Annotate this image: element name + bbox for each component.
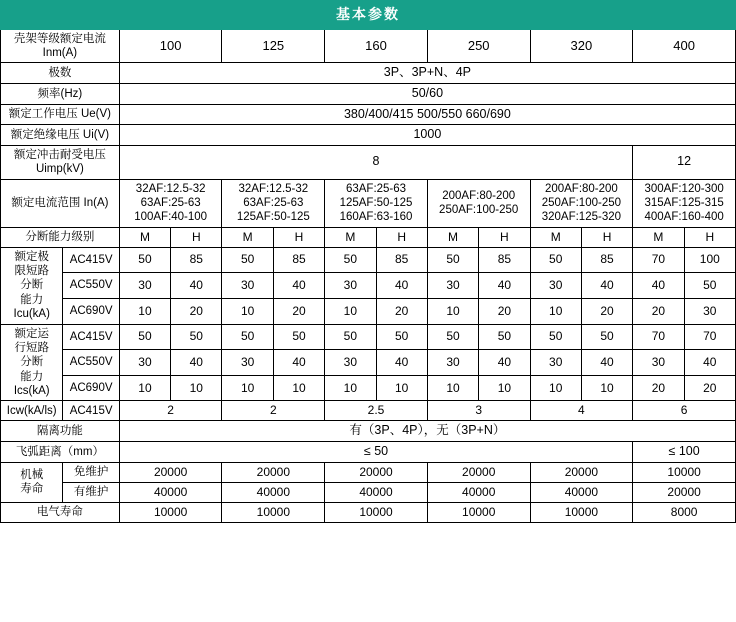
icu-value: 40 — [633, 273, 684, 299]
isolation-value: 有（3P、4P），无（3P+N） — [119, 421, 735, 442]
grade-cell: H — [479, 227, 530, 247]
icu-value: 50 — [684, 273, 735, 299]
ics-value: 10 — [273, 375, 324, 401]
ics-value: 40 — [171, 350, 222, 376]
ics-value: 10 — [376, 375, 427, 401]
range-line: 100AF:40-100 — [134, 211, 208, 224]
icu-value: 30 — [325, 273, 376, 299]
frame-current-value: 400 — [633, 29, 736, 63]
ics-label: 额定运 行短路 分断 能力 Ics(kA) — [1, 324, 63, 401]
range-line: 32AF:12.5-32 — [238, 182, 309, 195]
ics-value: 40 — [479, 350, 530, 376]
range-line: 160AF:63-160 — [339, 211, 413, 224]
mech-maint-value: 40000 — [530, 482, 633, 502]
row-ics-690 — [1, 375, 736, 401]
icu-value: 40 — [171, 273, 222, 299]
ics-value: 40 — [684, 350, 735, 376]
icu-value: 100 — [684, 247, 735, 273]
row-icw — [1, 401, 736, 421]
ics-value: 50 — [222, 324, 273, 350]
row-insulation-voltage — [1, 125, 736, 146]
icu-value: 40 — [376, 273, 427, 299]
grade-cell: M — [427, 227, 478, 247]
icu-voltage: AC690V — [63, 298, 119, 324]
impulse-voltage-value-left: 8 — [119, 145, 632, 179]
icu-value: 20 — [273, 298, 324, 324]
mech-maint-value: 20000 — [633, 482, 736, 502]
arc-distance-value-left: ≤ 50 — [119, 442, 632, 463]
ics-value: 30 — [325, 350, 376, 376]
icw-voltage: AC415V — [63, 401, 119, 421]
impulse-voltage-value-right: 12 — [633, 145, 736, 179]
icw-value: 2.5 — [325, 401, 428, 421]
table-title-row — [1, 1, 736, 30]
icw-label: Icw(kA/ls) — [1, 401, 63, 421]
row-frequency — [1, 83, 736, 104]
current-range-label: 额定电流范围 In(A) — [1, 179, 120, 227]
icu-value: 70 — [633, 247, 684, 273]
grade-cell: M — [325, 227, 376, 247]
row-impulse-voltage — [1, 145, 736, 179]
impulse-voltage-label: 额定冲击耐受电压 Uimp(kV) — [1, 145, 120, 179]
range-line: 400AF:160-400 — [644, 211, 724, 224]
row-isolation — [1, 421, 736, 442]
row-rated-voltage — [1, 104, 736, 125]
icu-value: 10 — [530, 298, 581, 324]
poles-label: 极数 — [1, 63, 120, 84]
breaking-grade-label: 分断能力级别 — [1, 227, 120, 247]
arc-distance-label: 飞弧距离（mm） — [1, 442, 120, 463]
current-range-cell — [530, 179, 633, 227]
row-ics-415 — [1, 324, 736, 350]
ics-value: 30 — [633, 350, 684, 376]
grade-cell: M — [119, 227, 170, 247]
ics-value: 10 — [325, 375, 376, 401]
icu-label: 额定极 限短路 分断 能力 Icu(kA) — [1, 247, 63, 324]
range-line: 125AF:50-125 — [236, 211, 310, 224]
row-mech-life-maint — [1, 482, 736, 502]
range-line: 300AF:120-300 — [644, 182, 724, 195]
icu-value: 85 — [171, 247, 222, 273]
ics-value: 30 — [427, 350, 478, 376]
current-range-cell — [325, 179, 428, 227]
ics-value: 10 — [581, 375, 632, 401]
ics-value: 50 — [581, 324, 632, 350]
mech-free-value: 20000 — [119, 462, 222, 482]
icw-value: 6 — [633, 401, 736, 421]
frame-current-value: 250 — [427, 29, 530, 63]
icu-value: 30 — [684, 298, 735, 324]
elec-life-value: 10000 — [530, 502, 633, 522]
mech-free-value: 10000 — [633, 462, 736, 482]
row-frame-current — [1, 29, 736, 63]
icu-value: 85 — [376, 247, 427, 273]
ics-value: 70 — [633, 324, 684, 350]
ics-value: 10 — [427, 375, 478, 401]
range-line: 63AF:25-63 — [140, 196, 201, 209]
range-line: 63AF:25-63 — [243, 196, 304, 209]
insulation-voltage-value: 1000 — [119, 125, 735, 146]
ics-value: 50 — [273, 324, 324, 350]
row-breaking-grade — [1, 227, 736, 247]
icu-value: 30 — [119, 273, 170, 299]
ics-value: 20 — [684, 375, 735, 401]
mech-free-value: 20000 — [427, 462, 530, 482]
isolation-label: 隔离功能 — [1, 421, 120, 442]
row-mech-life-free — [1, 462, 736, 482]
frame-current-value: 160 — [325, 29, 428, 63]
poles-value: 3P、3P+N、4P — [119, 63, 735, 84]
icw-value: 2 — [119, 401, 222, 421]
icu-value: 85 — [581, 247, 632, 273]
ics-voltage: AC415V — [63, 324, 119, 350]
ics-voltage: AC690V — [63, 375, 119, 401]
grade-cell: M — [633, 227, 684, 247]
icu-value: 10 — [222, 298, 273, 324]
insulation-voltage-label: 额定绝缘电压 Ui(V) — [1, 125, 120, 146]
range-line: 315AF:125-315 — [644, 196, 724, 209]
current-range-cell — [222, 179, 325, 227]
elec-life-value: 8000 — [633, 502, 736, 522]
mech-free-value: 20000 — [222, 462, 325, 482]
elec-life-value: 10000 — [119, 502, 222, 522]
mech-free-value: 20000 — [325, 462, 428, 482]
ics-value: 30 — [222, 350, 273, 376]
electrical-life-label: 电气寿命 — [1, 502, 120, 522]
row-ics-550 — [1, 350, 736, 376]
ics-value: 40 — [581, 350, 632, 376]
ics-value: 50 — [427, 324, 478, 350]
ics-value: 10 — [530, 375, 581, 401]
mech-maint-value: 40000 — [427, 482, 530, 502]
frame-current-label: 壳架等级额定电流 Inm(A) — [1, 29, 120, 63]
ics-value: 10 — [171, 375, 222, 401]
elec-life-value: 10000 — [427, 502, 530, 522]
icw-value: 4 — [530, 401, 633, 421]
ics-value: 10 — [222, 375, 273, 401]
grade-cell: H — [684, 227, 735, 247]
ics-value: 70 — [684, 324, 735, 350]
icu-voltage: AC550V — [63, 273, 119, 299]
icu-value: 10 — [325, 298, 376, 324]
icu-value: 20 — [171, 298, 222, 324]
current-range-cell — [633, 179, 736, 227]
frequency-value: 50/60 — [119, 83, 735, 104]
grade-cell: H — [376, 227, 427, 247]
ics-value: 50 — [530, 324, 581, 350]
frame-current-value: 320 — [530, 29, 633, 63]
current-range-cell — [427, 179, 530, 227]
icu-value: 20 — [479, 298, 530, 324]
elec-life-value: 10000 — [325, 502, 428, 522]
icu-value: 30 — [222, 273, 273, 299]
icu-voltage: AC415V — [63, 247, 119, 273]
row-poles — [1, 63, 736, 84]
page-title: 基本参数 — [1, 1, 736, 30]
range-line: 250AF:100-250 — [439, 204, 519, 217]
ics-voltage: AC550V — [63, 350, 119, 376]
mech-maint-value: 40000 — [325, 482, 428, 502]
frame-current-value: 125 — [222, 29, 325, 63]
mech-maint-value: 40000 — [119, 482, 222, 502]
current-range-cell — [119, 179, 222, 227]
row-electrical-life — [1, 502, 736, 522]
ics-value: 50 — [171, 324, 222, 350]
ics-value: 50 — [325, 324, 376, 350]
icu-value: 10 — [427, 298, 478, 324]
rated-voltage-label: 额定工作电压 Ue(V) — [1, 104, 120, 125]
frequency-label: 频率(Hz) — [1, 83, 120, 104]
icw-value: 2 — [222, 401, 325, 421]
frame-current-value: 100 — [119, 29, 222, 63]
icu-value: 20 — [376, 298, 427, 324]
grade-cell: H — [273, 227, 324, 247]
range-line: 250AF:100-250 — [541, 196, 622, 209]
icu-value: 30 — [427, 273, 478, 299]
icu-value: 50 — [325, 247, 376, 273]
grade-cell: H — [171, 227, 222, 247]
icw-value: 3 — [427, 401, 530, 421]
icu-value: 50 — [222, 247, 273, 273]
icu-value: 85 — [479, 247, 530, 273]
icu-value: 50 — [530, 247, 581, 273]
ics-value: 50 — [119, 324, 170, 350]
ics-value: 30 — [119, 350, 170, 376]
icu-value: 85 — [273, 247, 324, 273]
row-icu-415 — [1, 247, 736, 273]
grade-cell: H — [581, 227, 632, 247]
mechanical-life-label: 机械 寿命 — [1, 462, 63, 502]
ics-value: 10 — [119, 375, 170, 401]
mech-free-value: 20000 — [530, 462, 633, 482]
rated-voltage-value: 380/400/415 500/550 660/690 — [119, 104, 735, 125]
ics-value: 40 — [273, 350, 324, 376]
range-line: 320AF:125-320 — [541, 211, 622, 224]
grade-cell: M — [222, 227, 273, 247]
range-line: 200AF:80-200 — [442, 189, 516, 202]
arc-distance-value-right: ≤ 100 — [633, 442, 736, 463]
with-maintenance-label: 有维护 — [63, 482, 119, 502]
ics-value: 20 — [633, 375, 684, 401]
range-line: 125AF:50-125 — [339, 196, 413, 209]
ics-value: 30 — [530, 350, 581, 376]
icu-value: 20 — [581, 298, 632, 324]
row-arc-distance — [1, 442, 736, 463]
icu-value: 20 — [633, 298, 684, 324]
row-icu-690 — [1, 298, 736, 324]
icu-value: 40 — [479, 273, 530, 299]
row-icu-550 — [1, 273, 736, 299]
icu-value: 10 — [119, 298, 170, 324]
ics-value: 40 — [376, 350, 427, 376]
elec-life-value: 10000 — [222, 502, 325, 522]
range-line: 200AF:80-200 — [544, 182, 618, 195]
range-line: 63AF:25-63 — [345, 182, 407, 195]
ics-value: 50 — [479, 324, 530, 350]
icu-value: 40 — [273, 273, 324, 299]
range-line: 32AF:12.5-32 — [135, 182, 206, 195]
icu-value: 30 — [530, 273, 581, 299]
icu-value: 50 — [119, 247, 170, 273]
grade-cell: M — [530, 227, 581, 247]
ics-value: 50 — [376, 324, 427, 350]
ics-value: 10 — [479, 375, 530, 401]
icu-value: 40 — [581, 273, 632, 299]
icu-value: 50 — [427, 247, 478, 273]
mech-maint-value: 40000 — [222, 482, 325, 502]
maintenance-free-label: 免维护 — [63, 462, 119, 482]
row-current-range — [1, 179, 736, 227]
